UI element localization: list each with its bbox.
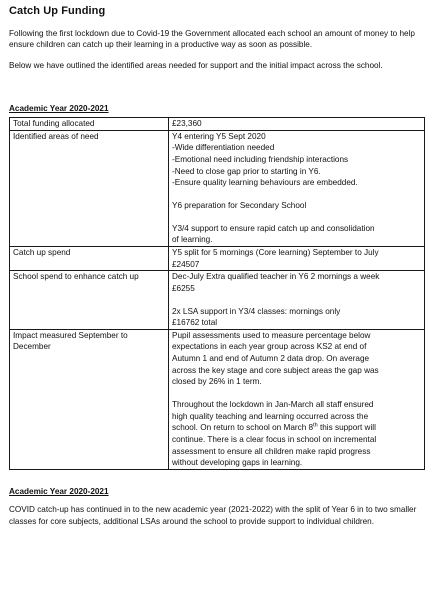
row-label	[10, 118, 169, 131]
table-row	[10, 271, 425, 330]
row-label	[10, 329, 169, 469]
table-row	[10, 130, 425, 246]
section-heading-second: Academic Year 2020-2021	[9, 486, 109, 496]
row-label	[10, 246, 169, 270]
row-value-line: £16762 total	[172, 318, 218, 328]
row-value-line: assessment to ensure all children make rapid progress	[172, 446, 371, 456]
row-label-text: Catch up spend	[13, 247, 71, 257]
row-value-line: 2x LSA support in Y3/4 classes: mornings only	[172, 306, 341, 316]
row-value-line: Autumn 1 and end of Autumn 2 data drop. On average	[172, 354, 370, 364]
row-value	[169, 246, 425, 270]
table-row	[10, 329, 425, 469]
row-value-line: Throughout the lockdown in Jan-March all staff ensured	[172, 399, 374, 409]
row-value-line: closed by 26% in 1 term.	[172, 377, 262, 387]
line-gap	[172, 189, 421, 200]
table-row	[10, 246, 425, 270]
row-label-text: Identified areas of need	[13, 131, 99, 141]
table-row	[10, 118, 425, 131]
row-value-line: school. On return to school on March 8th this support will	[172, 422, 376, 433]
row-value	[169, 130, 425, 246]
row-label-text: School spend to enhance catch up	[13, 272, 139, 282]
row-value-line: Y5 split for 5 mornings (Core learning) September to July	[172, 247, 379, 257]
row-value	[169, 118, 425, 131]
row-value-line: -Emotional need including friendship interactions	[172, 155, 349, 165]
row-value-line: high quality teaching and learning occurred across the	[172, 411, 369, 421]
row-value-line: Y6 preparation for Secondary School	[172, 201, 307, 211]
line-gap	[172, 212, 421, 223]
line-gap	[172, 295, 421, 306]
row-value-line: continue. There is a clear focus in school on incremental	[172, 434, 377, 444]
intro-paragraph-2: Below we have outlined the identified areas needed for support and the initial impact across the school.	[9, 60, 383, 70]
row-value	[169, 271, 425, 330]
row-value-line: Y4 entering Y5 Sept 2020	[172, 131, 266, 141]
row-label	[10, 130, 169, 246]
row-value-line: £24507	[172, 259, 200, 269]
row-value-line: £23,360	[172, 119, 202, 129]
row-value-line: -Wide differentiation needed	[172, 143, 275, 153]
row-label-text: Total funding allocated	[13, 119, 95, 129]
closing-paragraph: COVID catch-up has continued in to the new academic year (2021-2022) with the split of Year 6 in to two smaller classes for core subjects, additional LSAs around the school to provide support to individual children.	[9, 505, 417, 527]
funding-table	[9, 117, 425, 470]
row-value-line: expectations in each year group across KS2 at end of	[172, 342, 367, 352]
row-label-line: December	[13, 342, 51, 352]
row-value-line: £6255	[172, 283, 195, 293]
row-label	[10, 271, 169, 330]
row-label-line: Impact measured September to	[13, 330, 128, 340]
row-value-line: -Ensure quality learning behaviours are embedded.	[172, 178, 358, 188]
row-value-line: -Need to close gap prior to starting in Y6.	[172, 166, 321, 176]
row-value-line: without developing gaps in learning.	[172, 458, 303, 468]
page-title: Catch Up Funding	[9, 5, 106, 17]
row-value-line: across the key stage and core subject areas the gap was	[172, 365, 379, 375]
row-value	[169, 329, 425, 469]
line-gap	[172, 388, 421, 399]
section-heading-2020-2021: Academic Year 2020-2021	[9, 103, 109, 113]
row-value-line: of learning.	[172, 235, 213, 245]
row-value-line: Dec-July Extra qualified teacher in Y6 2 mornings a week	[172, 272, 380, 282]
row-value-line: Y3/4 support to ensure rapid catch up and consolidation	[172, 223, 375, 233]
intro-paragraph-1: Following the first lockdown due to Covid-19 the Government allocated each school an amount of money to help ensure children can catch up their learning in a productive way as soon as possible.	[9, 28, 415, 50]
row-value-line: Pupil assessments used to measure percentage below	[172, 330, 371, 340]
